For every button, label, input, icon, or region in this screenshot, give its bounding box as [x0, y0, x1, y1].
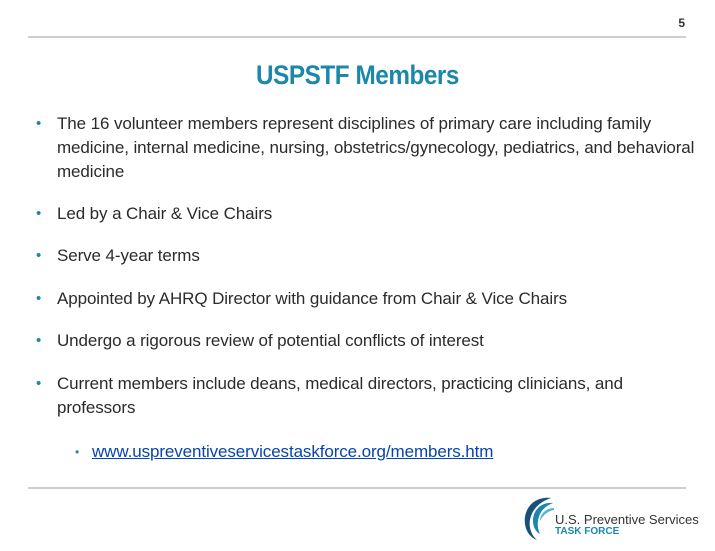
bullet-text: Appointed by AHRQ Director with guidance from Chair & Vice Chairs — [57, 289, 568, 308]
bullet-icon: • — [36, 115, 42, 132]
top-divider — [28, 36, 686, 38]
bullet-item — [36, 329, 697, 353]
logo-swoosh-icon — [521, 494, 555, 542]
bullet-text: The 16 volunteer members represent disciplines of primary care including family medicine, internal medicine, nursing, obstetrics/gynecology, pediatrics, and behavioral medicine — [57, 114, 695, 181]
bullet-icon: • — [36, 375, 42, 392]
page-number: 5 — [678, 16, 685, 30]
members-link[interactable]: www.uspreventiveservicestaskforce.org/members.htm — [92, 442, 494, 461]
bullet-icon: • — [36, 247, 42, 264]
bullet-text: Undergo a rigorous review of potential conflicts of interest — [57, 331, 484, 350]
bullet-item — [36, 244, 697, 268]
bullet-text: Led by a Chair & Vice Chairs — [57, 204, 273, 223]
bullet-text: Serve 4-year terms — [57, 246, 200, 265]
bullet-icon: • — [36, 205, 42, 222]
bullet-icon: • — [36, 290, 42, 307]
bullet-text: Current members include deans, medical directors, practicing clinicians, and professors — [57, 374, 623, 417]
slide-title: USPSTF Members — [255, 60, 460, 90]
bullet-item — [36, 112, 697, 184]
sub-bullet-item — [75, 440, 715, 464]
bullet-item — [36, 287, 697, 311]
bullet-item — [36, 202, 697, 226]
uspstf-logo — [521, 494, 701, 544]
bullet-icon: • — [36, 332, 42, 349]
bullet-icon: • — [75, 445, 80, 459]
logo-subtext: TASK FORCE — [555, 526, 620, 537]
bullet-item — [36, 372, 697, 420]
bottom-divider — [28, 487, 686, 489]
logo-text: U.S. Preventive Services — [555, 512, 699, 527]
